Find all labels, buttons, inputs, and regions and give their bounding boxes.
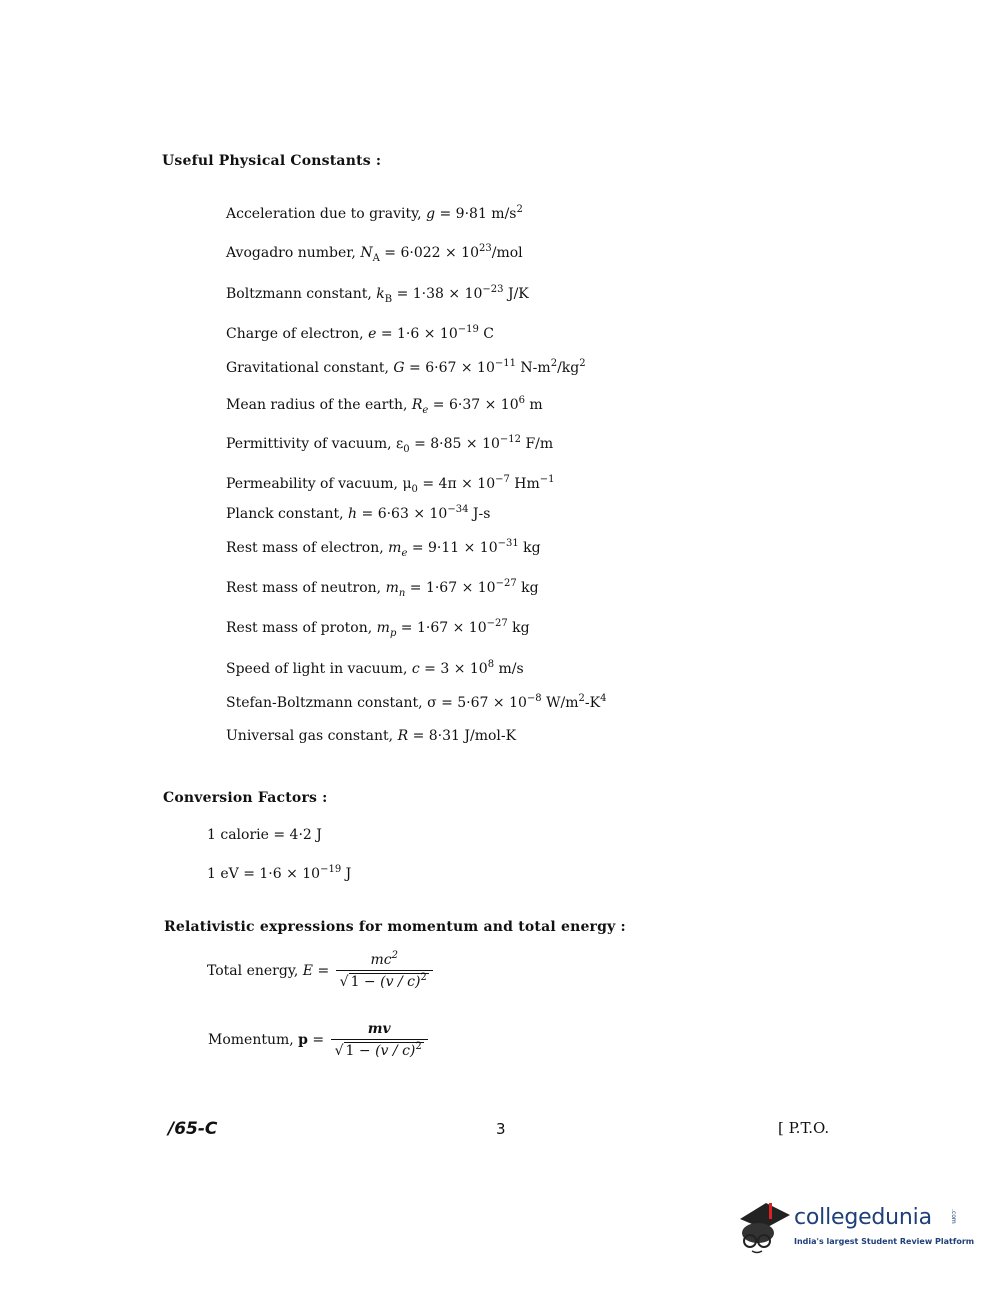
constant-permeability: Permeability of vacuum, $\mu_0 = 4\pi \times 10^{-7}$ $Hm^{-1}$ bbox=[226, 474, 555, 495]
constant-permittivity: Permittivity of vacuum, $\varepsilon_0 = 8\cdot 85 \times 10^{-12}$ F/m bbox=[226, 434, 554, 455]
logo-tagline: India's largest Student Review Platform bbox=[794, 1237, 975, 1246]
constant-gas: Universal gas constant, R = 8·31 J/mol-K bbox=[226, 728, 517, 744]
constant-earth-radius: Mean radius of the earth, $R_e = 6\cdot 37 \times 10^6$ m bbox=[226, 395, 543, 416]
constant-stefan-boltzmann: Stefan-Boltzmann constant, $\sigma = 5\cdot 67 \times 10^{-8}$ $W/m^2-K^4$ bbox=[226, 693, 607, 711]
constant-gravity: Acceleration due to gravity, g = 9·81 $m/s^2$ bbox=[226, 204, 523, 222]
constant-speed-of-light: Speed of light in vacuum, $c = 3 \times 10^8$ m/s bbox=[226, 659, 524, 677]
constant-electron-mass: Rest mass of electron, $m_e = 9\cdot 11 \times 10^{-31}$ kg bbox=[226, 538, 541, 559]
pto-marker: [ P.T.O. bbox=[778, 1119, 830, 1137]
page-number: 3 bbox=[496, 1120, 506, 1138]
constant-avogadro: Avogadro number, $N_A = 6\cdot 022 \times 10^{23}/mol$ bbox=[226, 243, 523, 264]
paper-code: /65-C bbox=[168, 1119, 218, 1139]
constants-heading: Useful Physical Constants : bbox=[162, 153, 382, 169]
logo-domain-suffix: .com bbox=[950, 1209, 957, 1224]
constant-planck: Planck constant, $h = 6\cdot 63 \times 10^{-34}$ J-s bbox=[226, 504, 491, 522]
constant-boltzmann: Boltzmann constant, $k_B = 1\cdot 38 \times 10^{-23}$ J/K bbox=[226, 284, 529, 305]
momentum-fraction: $\frac{mv}{√ 1 - (v / c)^2}$ bbox=[331, 1021, 428, 1059]
energy-fraction: $\frac{mc^2}{√ 1 - (v / c)^2}$ bbox=[336, 952, 433, 990]
conversion-heading: Conversion Factors : bbox=[163, 790, 328, 806]
relativistic-heading: Relativistic expressions for momentum and total energy : bbox=[164, 919, 626, 935]
momentum-formula: Momentum, p = $\frac{mv}{√ 1 - (v / c)^2}$ bbox=[208, 1021, 428, 1059]
constant-neutron-mass: Rest mass of neutron, $m_n = 1\cdot 67 \times 10^{-27}$ kg bbox=[226, 578, 539, 599]
constant-proton-mass: Rest mass of proton, $m_p = 1\cdot 67 \times 10^{-27}$ kg bbox=[226, 618, 530, 639]
student-mascot-icon bbox=[736, 1197, 792, 1257]
conversion-ev: 1 eV = $1\cdot 6 \times 10^{-19}$ J bbox=[207, 864, 352, 882]
collegedunia-logo bbox=[736, 1197, 975, 1259]
total-energy-formula: Total energy, E = $\frac{mc^2}{√ 1 - (v / c)^2}$ bbox=[207, 952, 433, 990]
constant-gravitational: Gravitational constant, $G = 6\cdot 67 \times 10^{-11}$ $N-m^2/kg^2$ bbox=[226, 358, 586, 376]
conversion-calorie: 1 calorie = 4·2 J bbox=[207, 827, 322, 843]
constant-electron-charge: Charge of electron, $e = 1\cdot 6 \times 10^{-19}$ C bbox=[226, 324, 495, 342]
logo-wordmark: collegedunia bbox=[794, 1205, 932, 1230]
